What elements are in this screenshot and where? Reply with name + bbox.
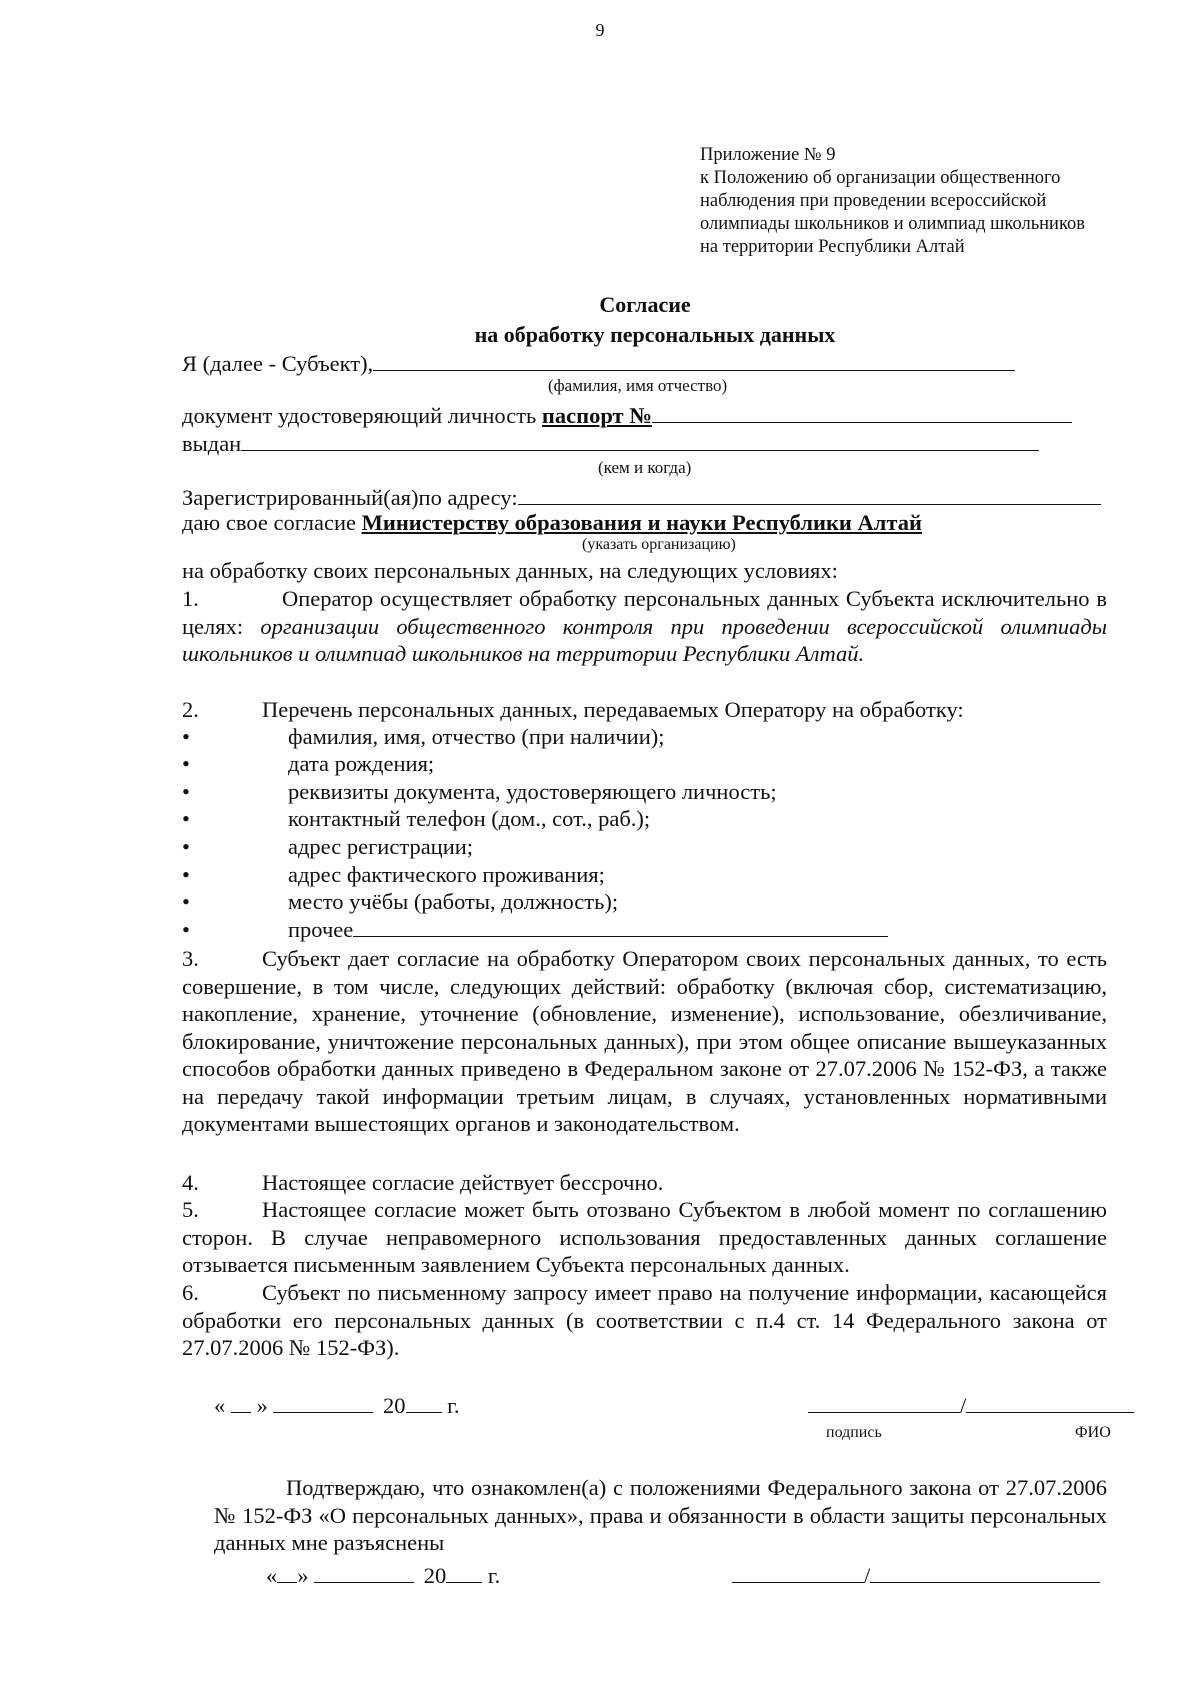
bullet-symbol: •	[182, 806, 190, 831]
clause-4-text: Настоящее согласие действует бессрочно.	[262, 1170, 664, 1195]
bullet-symbol: •	[182, 834, 190, 859]
subject-name-field[interactable]	[373, 350, 1015, 371]
day-field[interactable]	[231, 1392, 251, 1413]
clause-3	[182, 945, 1107, 1138]
signature-caption: подпись	[826, 1424, 882, 1441]
clause-6-number: 6.	[182, 1280, 199, 1305]
address-field[interactable]	[518, 484, 1101, 505]
clause-5	[182, 1196, 1107, 1279]
clause-4	[182, 1170, 663, 1196]
list-item	[182, 916, 888, 943]
clause-2	[182, 697, 964, 723]
clause-6-text: Субъект по письменному запросу имеет право на получение информации, касающейся обработки его персональных данных (в соответствии с п.4 ст. 14 Федерального закона от 27.07.2006 № 152-ФЗ).	[182, 1280, 1107, 1360]
list-item-text: дата рождения;	[288, 751, 435, 776]
consent-row	[182, 510, 922, 536]
clause-1	[182, 585, 1107, 668]
clause-2-text: Перечень персональных данных, передаваемых Оператору на обработку:	[262, 697, 964, 722]
list-item	[182, 862, 605, 888]
quote-close: »	[297, 1563, 309, 1588]
list-item-text: реквизиты документа, удостоверяющего личность;	[288, 779, 777, 804]
clause-6	[182, 1279, 1107, 1362]
document-row	[182, 402, 1072, 429]
consent-label: даю свое согласие	[182, 510, 357, 535]
appendix-line: олимпиады школьников и олимпиад школьников	[700, 214, 1085, 234]
list-item-text: прочее	[288, 917, 354, 942]
document-subtitle: на обработку персональных данных	[474, 322, 836, 347]
document-label: документ удостоверяющий личность	[182, 403, 537, 428]
date-row-2	[266, 1562, 500, 1589]
quote-open: «	[266, 1563, 278, 1588]
list-item-text: адрес фактического проживания;	[288, 862, 605, 887]
clause-1-number: 1.	[182, 586, 199, 611]
list-item	[182, 779, 777, 805]
list-item-text: фамилия, имя, отчество (при наличии);	[288, 724, 665, 749]
bullet-symbol: •	[182, 862, 190, 887]
year-suffix: г.	[447, 1393, 460, 1418]
issued-field[interactable]	[241, 430, 1039, 451]
fio-caption: ФИО	[1075, 1424, 1111, 1441]
page-number: 9	[595, 20, 605, 40]
list-item-text: контактный телефон (дом., сот., раб.);	[288, 806, 651, 831]
month-field[interactable]	[314, 1562, 414, 1583]
quote-close: »	[256, 1393, 268, 1418]
date-row-1	[214, 1392, 459, 1419]
year-prefix: 20	[423, 1563, 447, 1588]
month-field[interactable]	[273, 1392, 373, 1413]
day-field[interactable]	[277, 1562, 297, 1583]
conditions-intro: на обработку своих персональных данных, на следующих условиях:	[182, 558, 838, 583]
bullet-symbol: •	[182, 779, 190, 804]
signature-row-2	[732, 1562, 1100, 1589]
bullet-symbol: •	[182, 724, 190, 749]
organization-name: Министерству образования и науки Республики Алтай	[361, 510, 922, 535]
issued-row	[182, 430, 1039, 457]
address-row	[182, 484, 1101, 511]
clause-5-text: Настоящее согласие может быть отозвано Субъектом в любой момент по соглашению сторон. В случае неправомерного использования предоставленных данных соглашение отзывается письменным заявлением Субъекта персональных данных.	[182, 1197, 1107, 1277]
subject-row	[182, 350, 1015, 377]
year-field[interactable]	[406, 1392, 442, 1413]
signature-row-1	[808, 1392, 1134, 1419]
list-item	[182, 834, 473, 860]
bullet-symbol: •	[182, 917, 190, 942]
slash: /	[864, 1563, 871, 1588]
list-item-text: место учёбы (работы, должность);	[288, 889, 619, 914]
appendix-line: наблюдения при проведении всероссийской	[700, 191, 1047, 211]
list-item-text: адрес регистрации;	[288, 834, 474, 859]
address-label: Зарегистрированный(ая)по адресу:	[182, 485, 518, 510]
year-field[interactable]	[446, 1562, 482, 1583]
list-item	[182, 889, 618, 915]
document-title: Согласие	[599, 292, 691, 317]
fio-field[interactable]	[966, 1392, 1134, 1413]
fio-field[interactable]	[870, 1562, 1100, 1583]
clause-4-number: 4.	[182, 1170, 199, 1195]
issued-caption: (кем и когда)	[598, 458, 692, 477]
year-suffix: г.	[487, 1563, 501, 1588]
bullet-symbol: •	[182, 889, 190, 914]
slash: /	[960, 1393, 967, 1418]
quote-open: «	[214, 1393, 226, 1418]
clause-3-number: 3.	[182, 946, 199, 971]
list-item	[182, 806, 650, 832]
appendix-header	[700, 144, 1085, 259]
clause-1-text: Оператор осуществляет обработку персональных данных Субъекта исключительно в целях:	[182, 586, 1107, 639]
clause-3-text: Субъект дает согласие на обработку Оператором своих персональных данных, то есть совершение, в том числе, следующих действий: обработку (включая сбор, систематизацию, накопление, хранение, уточнение (обновление, изменение), использование, обезличивание, блокирование, уничтожение персональных данных), при этом общее описание вышеуказанных способов обработки данных приведено в Федеральном законе от 27.07.2006 № 152-ФЗ, а также на передачу такой информации третьим лицам, в случаях, установленных нормативными документами вышестоящих органов и законодательством.	[182, 946, 1107, 1136]
appendix-line: к Положению об организации общественного	[700, 168, 1061, 188]
confirmation-text: Подтверждаю, что ознакомлен(а) с положениями Федерального закона от 27.07.2006 № 152-ФЗ «О персональных данных», права и обязанности в области защиты персональных данных мне разъяснены	[214, 1475, 1107, 1555]
document-type: паспорт №	[541, 403, 652, 428]
organization-caption: (указать организацию)	[582, 536, 736, 553]
year-prefix: 20	[383, 1393, 406, 1418]
bullet-symbol: •	[182, 751, 190, 776]
clause-5-number: 5.	[182, 1197, 199, 1222]
signature-field[interactable]	[732, 1562, 864, 1583]
other-data-field[interactable]	[353, 916, 888, 937]
list-item	[182, 751, 434, 777]
signature-field[interactable]	[808, 1392, 960, 1413]
subject-label: Я (далее - Субъект),	[182, 351, 374, 376]
list-item	[182, 724, 665, 750]
clause-1-purpose: организации общественного контроля при проведении всероссийской олимпиады школьников и олимпиад школьников на территории Республики Алтай.	[182, 613, 1108, 666]
appendix-line: на территории Республики Алтай	[700, 237, 965, 257]
passport-number-field[interactable]	[652, 402, 1072, 423]
clause-2-number: 2.	[182, 697, 199, 722]
issued-label: выдан	[182, 431, 242, 456]
appendix-line: Приложение № 9	[700, 145, 836, 165]
subject-caption: (фамилия, имя отчество)	[548, 376, 728, 395]
